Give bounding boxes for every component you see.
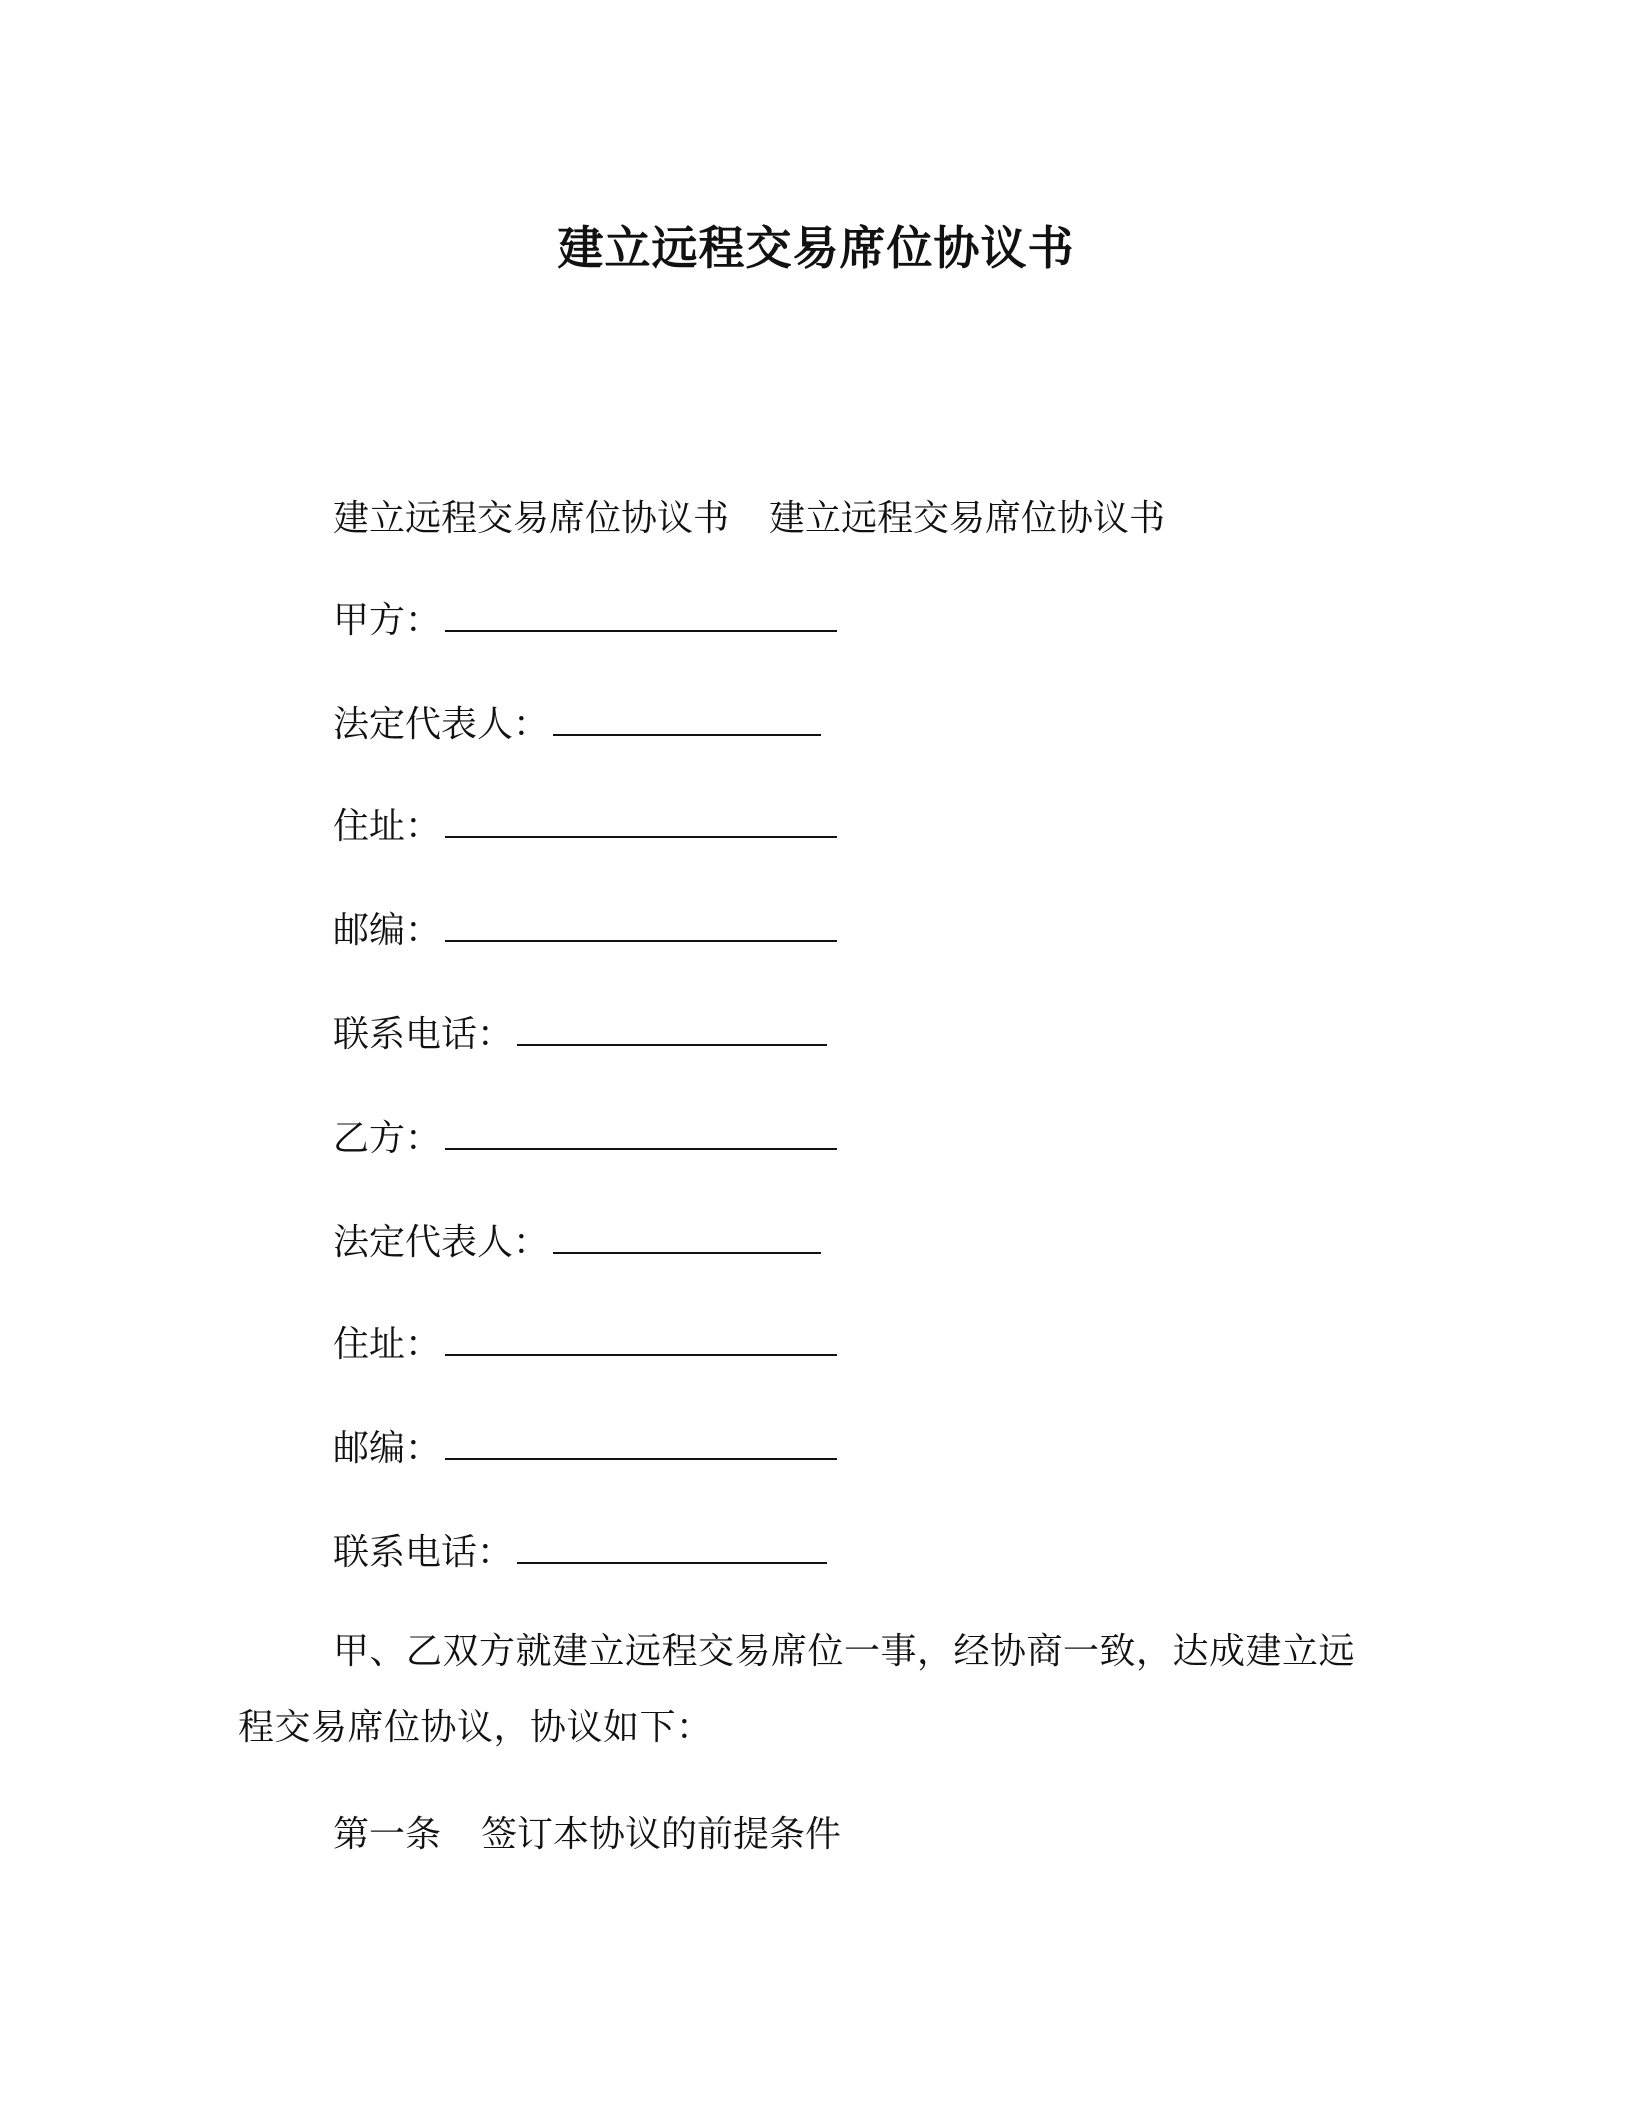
party-b-address-row [333, 1320, 837, 1370]
party-b-phone-blank[interactable] [517, 1540, 827, 1564]
party-a-postcode-blank[interactable] [445, 918, 837, 942]
party-a-address-label: 住址： [333, 806, 442, 847]
party-a-name-label: 甲方： [333, 600, 442, 641]
article-1-number: 第一条 [333, 1814, 442, 1855]
party-b-rep-row [333, 1218, 821, 1268]
party-a-rep-label: 法定代表人： [333, 704, 550, 745]
party-a-postcode-row [333, 906, 837, 956]
party-a-phone-row [333, 1010, 827, 1060]
party-a-address-blank[interactable] [445, 814, 837, 838]
party-a-postcode-label: 邮编： [333, 910, 442, 951]
party-b-rep-label: 法定代表人： [333, 1222, 550, 1263]
party-a-phone-blank[interactable] [517, 1022, 827, 1046]
party-b-postcode-blank[interactable] [445, 1436, 837, 1460]
party-b-address-label: 住址： [333, 1324, 442, 1365]
subtitle-line [333, 494, 1165, 544]
document-title: 建立远程交易席位协议书 [557, 221, 1075, 275]
article-1-title: 签订本协议的前提条件 [481, 1814, 842, 1855]
subtitle-part-1: 建立远程交易席位协议书 [333, 498, 730, 539]
party-a-name-row [333, 596, 837, 646]
party-b-postcode-label: 邮编： [333, 1428, 442, 1469]
intro-paragraph: 甲、乙双方就建立远程交易席位一事，经协商一致，达成建立远程交易席位协议，协议如下： [238, 1631, 1356, 1748]
party-b-postcode-row [333, 1424, 837, 1474]
party-b-name-blank[interactable] [445, 1126, 837, 1150]
party-b-phone-label: 联系电话： [333, 1532, 514, 1573]
party-b-name-label: 乙方： [333, 1118, 442, 1159]
party-b-address-blank[interactable] [445, 1332, 837, 1356]
subtitle-part-2: 建立远程交易席位协议书 [769, 498, 1166, 539]
party-a-rep-row [333, 700, 821, 750]
party-a-name-blank[interactable] [445, 608, 837, 632]
party-b-rep-blank[interactable] [553, 1230, 821, 1254]
party-a-phone-label: 联系电话： [333, 1014, 514, 1055]
party-b-phone-row [333, 1528, 827, 1578]
article-1-heading [333, 1810, 841, 1860]
party-a-rep-blank[interactable] [553, 712, 821, 736]
party-b-name-row [333, 1114, 837, 1164]
party-a-address-row [333, 802, 837, 852]
